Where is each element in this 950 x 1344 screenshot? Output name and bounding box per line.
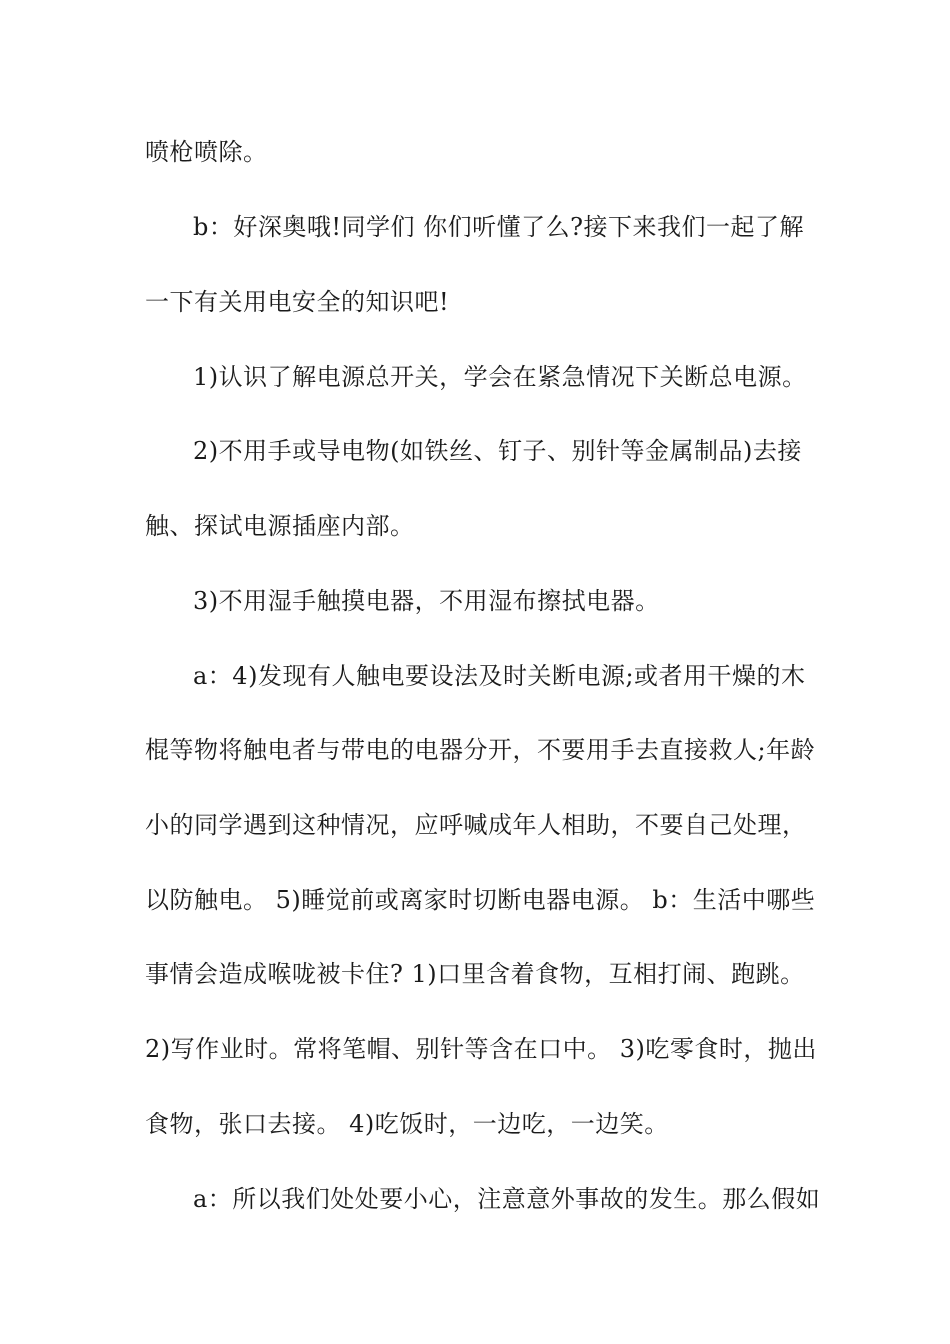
text-line: 食物，张口去接。 4)吃饭时，一边吃，一边笑。 [145, 1110, 669, 1138]
text-line: 3)不用湿手触摸电器，不用湿布擦拭电器。 [193, 587, 660, 615]
text-line: 触、探试电源插座内部。 [145, 512, 415, 540]
text-line: 小的同学遇到这种情况，应呼喊成年人相助，不要自己处理， [145, 811, 807, 839]
text-line: 棍等物将触电者与带电的电器分开，不要用手去直接救人;年龄 [145, 736, 816, 764]
text-line: 喷枪喷除。 [145, 138, 268, 166]
text-line: 2)不用手或导电物(如铁丝、钉子、别针等金属制品)去接 [193, 437, 802, 465]
text-line: b：好深奥哦!同学们 你们听懂了么?接下来我们一起了解 [193, 213, 805, 241]
text-line: 2)写作业时。常将笔帽、别针等含在口中。 3)吃零食时，抛出 [145, 1035, 817, 1063]
text-line: 事情会造成喉咙被卡住? 1)口里含着食物，互相打闹、跑跳。 [145, 960, 805, 988]
text-line: a：4)发现有人触电要设法及时关断电源;或者用干燥的木 [193, 662, 806, 690]
text-line: 1)认识了解电源总开关，学会在紧急情况下关断总电源。 [193, 363, 807, 391]
text-line: 一下有关用电安全的知识吧! [145, 288, 450, 316]
text-line: a：所以我们处处要小心，注意意外事故的发生。那么假如 [193, 1185, 821, 1213]
text-line: 以防触电。 5)睡觉前或离家时切断电器电源。 b：生活中哪些 [145, 886, 816, 914]
